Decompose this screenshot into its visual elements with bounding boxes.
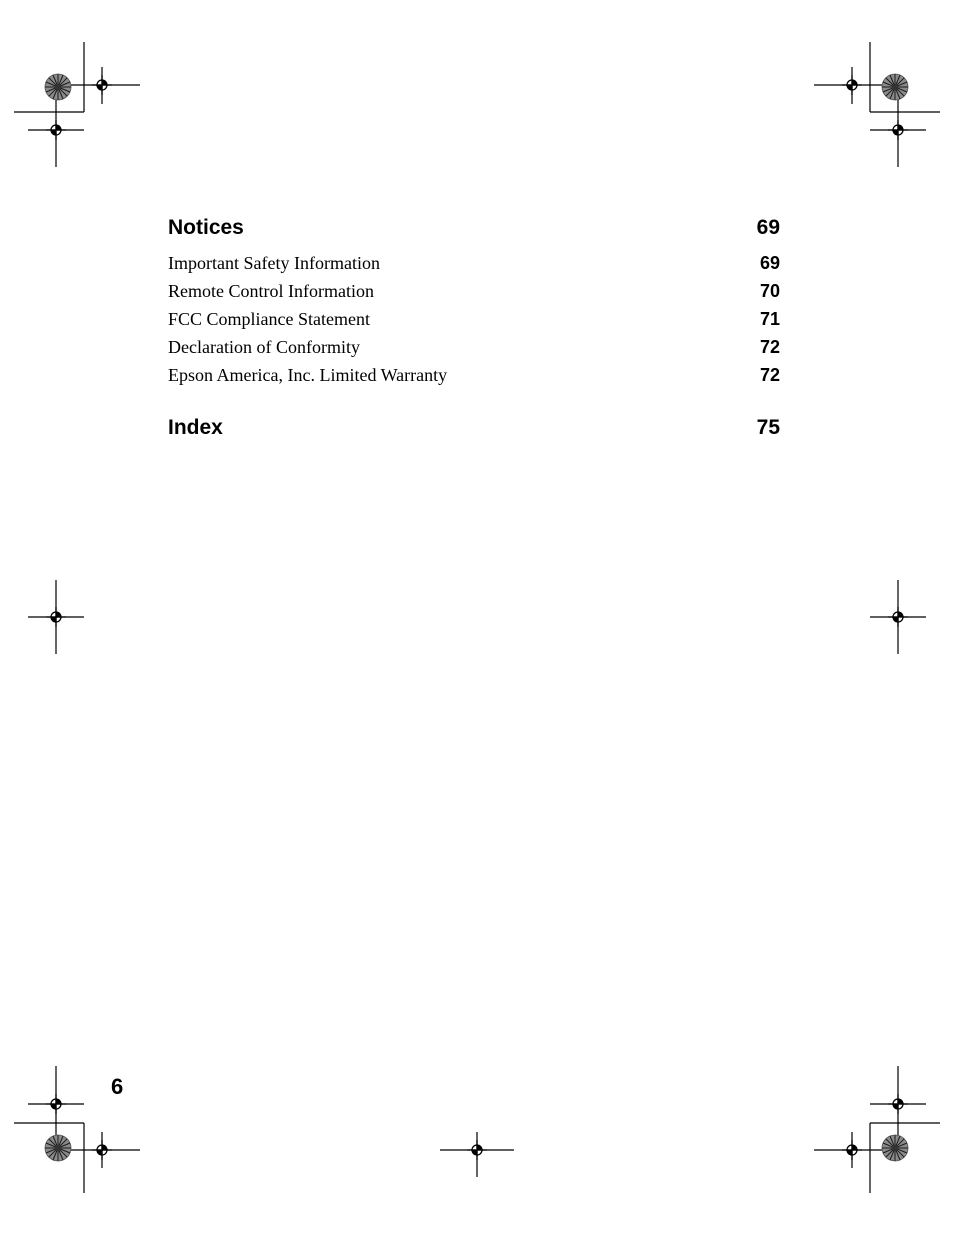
section-title: Index [168,416,223,439]
crop-marks-top-left [14,42,140,167]
registration-mark-icon [92,75,112,95]
entry-title: Epson America, Inc. Limited Warranty [168,365,448,385]
crop-marks-middle [28,580,926,654]
toc-entry[interactable] [168,309,780,330]
toc-section-notices[interactable] [168,216,780,240]
entry-title: FCC Compliance Statement [168,309,370,329]
crop-marks-top-right [814,42,940,167]
toc-entry[interactable] [168,337,780,358]
page-number: 6 [111,1074,124,1099]
registration-mark-icon [888,607,908,627]
crop-marks-bottom-right [814,1066,940,1193]
entry-page-number: 72 [759,337,780,357]
registration-mark-icon [46,1094,66,1114]
registration-mark-icon [888,120,908,140]
section-page-number: 75 [756,416,780,439]
entry-page-number: 72 [759,365,780,385]
toc-entry[interactable] [168,281,780,302]
starburst-color-target-icon [45,1135,71,1161]
entry-title: Remote Control Information [168,281,374,301]
toc-section-index[interactable] [168,416,780,440]
toc-entry[interactable] [168,365,780,386]
registration-mark-icon [842,75,862,95]
registration-mark-icon [46,120,66,140]
starburst-color-target-icon [45,74,71,100]
registration-mark-icon [467,1140,487,1160]
toc-entry[interactable] [168,253,780,274]
registration-mark-icon [888,1094,908,1114]
entry-title: Important Safety Information [168,253,380,273]
registration-mark-icon [842,1140,862,1160]
registration-mark-icon [92,1140,112,1160]
starburst-color-target-icon [882,1135,908,1161]
entry-page-number: 71 [759,309,780,329]
entry-title: Declaration of Conformity [168,337,360,357]
section-page-number: 69 [756,216,780,239]
entry-page-number: 70 [759,281,780,301]
starburst-color-target-icon [882,74,908,100]
registration-mark-icon [46,607,66,627]
section-title: Notices [168,216,244,239]
entry-page-number: 69 [759,253,780,273]
